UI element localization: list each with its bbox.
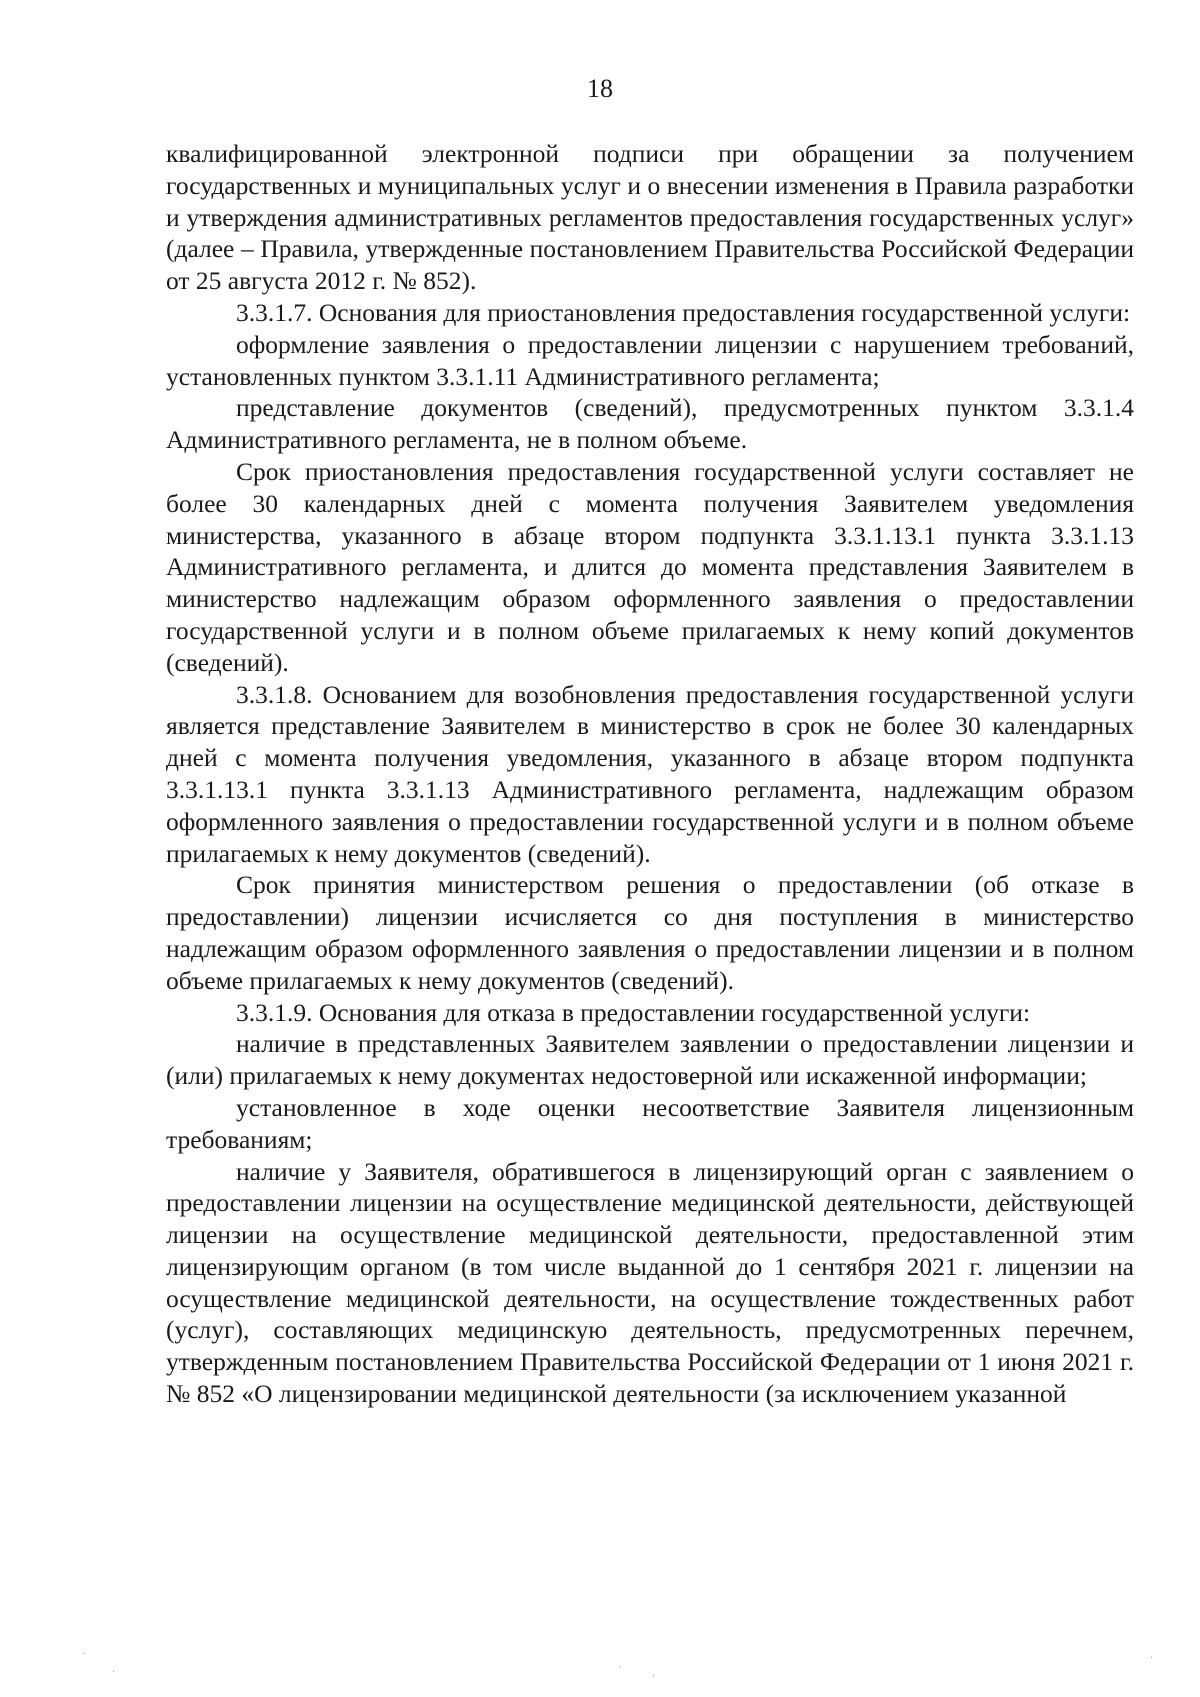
scan-speck: · (82, 1649, 86, 1660)
paragraph-9: наличие в представленных Заявителем заявлении о предоставлении лицензии и (или) прилагаемых к нему документах недостоверной или искаженной информации; (166, 1029, 1134, 1091)
paragraph-6: 3.3.1.8. Основанием для возобновления предоставления государственной услуги является представление Заявителем в министерство в срок не более 30 календарных дней с момента получения уведомления, указанного в абзаце втором подпункта 3.3.1.13.1 пункта 3.3.1.13 Административного регламента, надлежащим образом оформленного заявления о предоставлении государственной услуги и в полном объеме прилагаемых к нему документов (сведений). (166, 679, 1134, 868)
paragraph-1: квалифицированной электронной подписи при обращении за получением государственных и муниципальных услуг и о внесении изменения в Правила разработки и утверждения административных регламентов предоставления государственных услуг» (далее – Правила, утвержденные постановлением Правительства Российской Федерации от 25 августа 2012 г. № 852). (166, 139, 1134, 296)
paragraph-8: 3.3.1.9. Основания для отказа в предоставлении государственной услуги: (236, 997, 1031, 1027)
paragraph-3: оформление заявления о предоставлении лицензии с нарушением требований, установленных пунктом 3.3.1.11 Административного регламента; (166, 329, 1134, 391)
paragraph-11: наличие у Заявителя, обратившегося в лицензирующий орган с заявлением о предоставлении лицензии на осуществление медицинской деятельности, действующей лицензии на осуществление медицинской деятельности, предоставленной этим лицензирующим органом (в том числе выданной до 1 сентября 2021 г. лицензии на осуществление медицинской деятельности, на осуществление тождественных работ (услуг), составляющих медицинскую деятельность, предусмотренных перечнем, утвержденным постановлением Правительства Российской Федерации от 1 июня 2021 г. № 852 «О лицензировании медицинской деятельности (за исключением указанной (166, 1156, 1134, 1409)
scan-speck: · (618, 1663, 622, 1674)
scan-speck: · (1150, 1653, 1154, 1664)
paragraph-5: Срок приостановления предоставления государственной услуги составляет не более 30 календарных дней с момента получения Заявителем уведомления министерства, указанного в абзаце втором подпункта 3.3.1.13.1 пункта 3.3.1.13 Административного регламента, и длится до момента представления Заявителем в министерство надлежащим образом оформленного заявления о предоставлении государственной услуги и в полном объеме прилагаемых к нему копий документов (сведений). (166, 456, 1134, 677)
paragraph-4: представление документов (сведений), предусмотренных пунктом 3.3.1.4 Административного регламента, не в полном объеме. (166, 393, 1134, 455)
paragraph-10: установленное в ходе оценки несоответствие Заявителя лицензионным требованиям; (166, 1092, 1134, 1154)
paragraph-7: Срок принятия министерством решения о предоставлении (об отказе в предоставлении) лицензии исчисляется со дня поступления в министерство надлежащим образом оформленного заявления о предоставлении лицензии и в полном объеме прилагаемых к нему документов (сведений). (166, 870, 1134, 995)
scan-speck: · (112, 1667, 116, 1678)
document-body (166, 138, 1134, 1410)
scan-speck: · (652, 1671, 656, 1682)
page-number: 18 (587, 74, 613, 103)
paragraph-2: 3.3.1.7. Основания для приостановления предоставления государственной услуги: (236, 297, 1131, 327)
